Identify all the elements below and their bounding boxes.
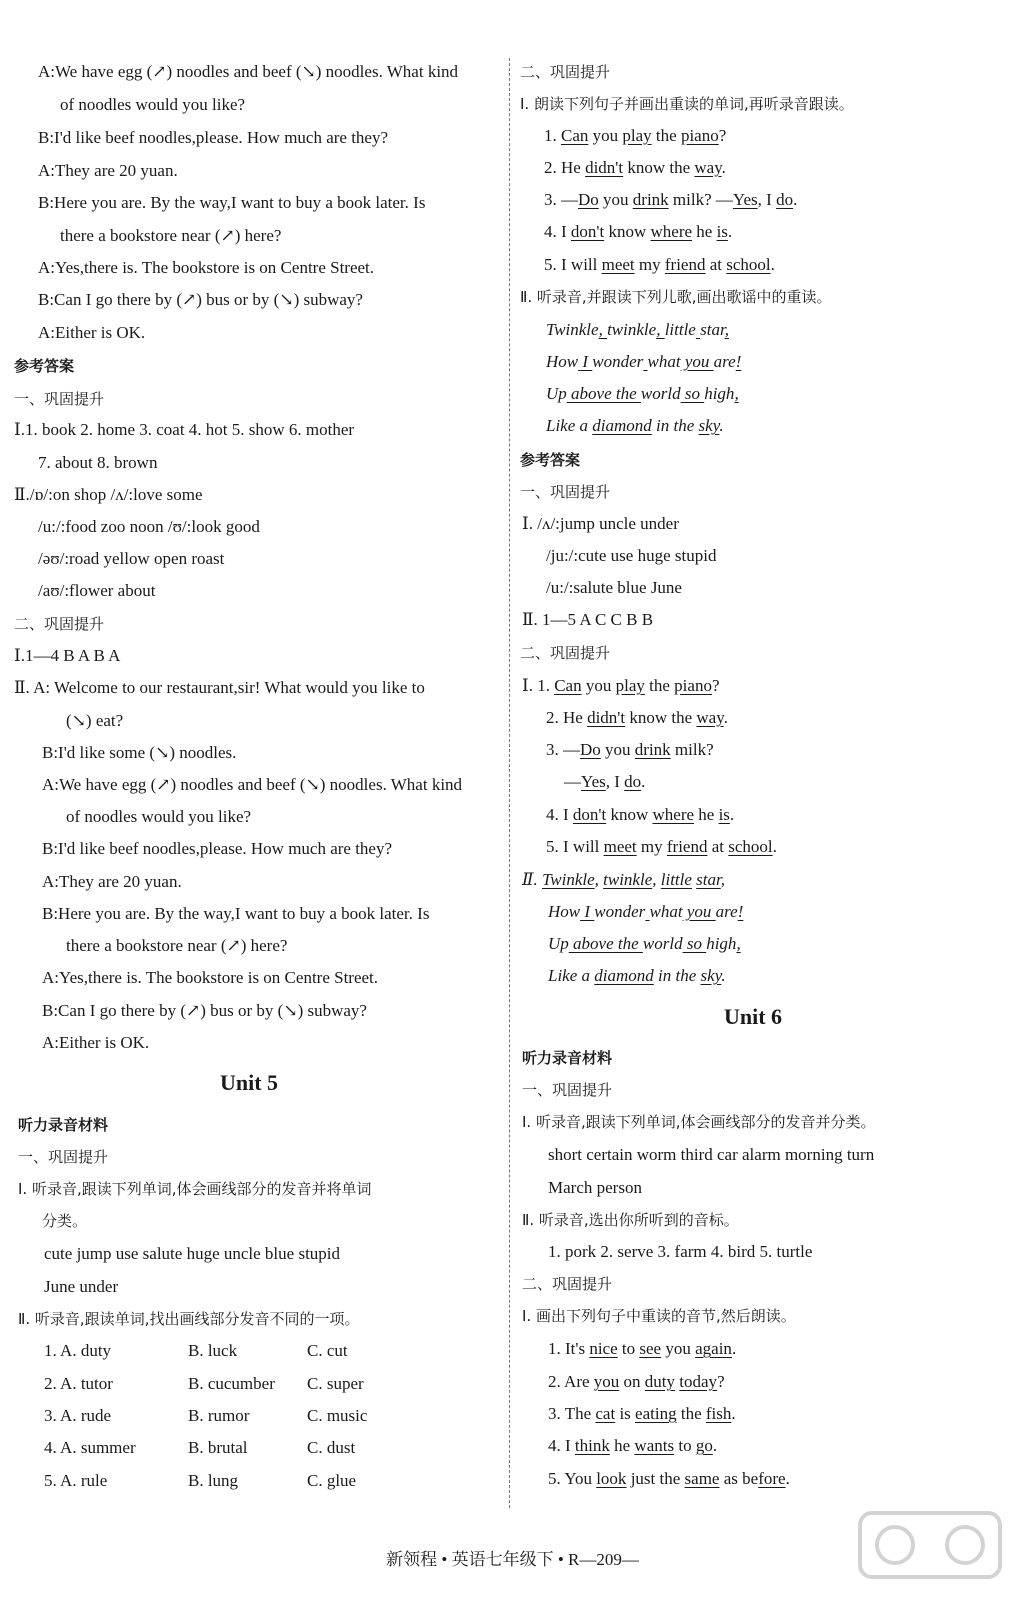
- answer-line: Ⅱ. 1—5 A C C B B: [522, 610, 654, 629]
- stressed-word: !: [737, 902, 744, 921]
- section-heading: 一、巩固提升: [18, 1148, 109, 1166]
- sentence-text: Up: [548, 934, 569, 953]
- stressed-word: ,: [734, 384, 739, 403]
- sentence-text: .: [719, 416, 724, 435]
- sentence-text: .: [772, 837, 777, 856]
- stressed-word: little: [660, 870, 692, 889]
- rhyme-line: [548, 934, 741, 954]
- sentence-text: in the: [651, 416, 699, 435]
- sentence-text: Ⅱ.: [522, 870, 543, 889]
- stressed-word: you: [680, 352, 714, 371]
- sentence-text: world: [642, 934, 683, 953]
- stressed-word: so: [680, 384, 705, 403]
- sentence-text: Like a: [548, 966, 595, 985]
- stressed-word: school: [728, 837, 773, 856]
- dialogue-line: A:Either is OK.: [38, 323, 146, 342]
- instruction: Ⅱ. 听录音,跟读单词,找出画线部分发音不同的一项。: [18, 1310, 360, 1328]
- stressed-word: school: [726, 255, 771, 274]
- stressed-word: ,: [724, 320, 729, 339]
- sentence-text: ,: [594, 870, 604, 889]
- sentence-text: know the: [623, 158, 695, 177]
- stressed-word: look: [596, 1469, 627, 1488]
- sentence-text: .: [641, 772, 646, 791]
- rhyme-line: [522, 870, 725, 890]
- sentence-text: you: [588, 126, 623, 145]
- sentence-text: .: [727, 222, 733, 241]
- instruction: Ⅱ. 听录音,并跟读下列儿歌,画出歌谣中的重读。: [520, 288, 832, 306]
- sentence-text: 2. Are: [548, 1372, 594, 1391]
- sentence: [548, 1436, 717, 1456]
- sentence-text: 3. —: [546, 740, 580, 759]
- stressed-word: Do: [578, 190, 599, 209]
- dialogue-line: B:Can I go there by (↗) bus or by (↘) subway?: [42, 1001, 367, 1020]
- choice-option: B. lung: [188, 1471, 239, 1490]
- sentence: [522, 676, 720, 696]
- section-heading: 一、巩固提升: [14, 390, 105, 408]
- choice-option: B. brutal: [188, 1438, 248, 1457]
- answer-line: /u:/:salute blue June: [546, 578, 682, 597]
- dialogue-line: of noodles would you like?: [60, 95, 246, 114]
- sentence-text: the: [651, 126, 681, 145]
- sentence-text: at: [707, 837, 729, 856]
- stressed-word: way: [696, 708, 724, 727]
- section-heading: 二、巩固提升: [520, 63, 611, 81]
- sentence: [546, 708, 728, 728]
- choice-option: C. dust: [307, 1438, 356, 1457]
- choice-option: C. cut: [307, 1341, 348, 1360]
- sentence: [548, 1339, 736, 1359]
- sentence-text: wonder: [592, 352, 644, 371]
- sentence: [544, 222, 732, 242]
- choice-option: 5. A. rule: [44, 1471, 108, 1490]
- stressed-word: where: [652, 805, 695, 824]
- sentence: [548, 1372, 725, 1392]
- stressed-word: diamond: [594, 966, 654, 985]
- stressed-word: ,: [656, 320, 665, 339]
- stressed-word: drink: [634, 740, 671, 759]
- stressed-word: don't: [572, 805, 607, 824]
- answer-line: /aʊ/:flower about: [38, 581, 156, 600]
- stressed-word: meet: [601, 255, 635, 274]
- sentence-text: .: [731, 1339, 737, 1358]
- stressed-word: eating: [635, 1404, 677, 1423]
- stressed-word: drink: [632, 190, 669, 209]
- stressed-word: wants: [634, 1436, 675, 1455]
- dialogue-line: there a bookstore near (↗) here?: [66, 936, 288, 955]
- sentence-text: little: [664, 320, 696, 339]
- sentence-text: 3. —: [544, 190, 578, 209]
- sentence-text: 1.: [544, 126, 561, 145]
- sentence-text: 4. I: [544, 222, 571, 241]
- dialogue-line: B:I'd like beef noodles,please. How much are they?: [38, 128, 389, 147]
- sentence-text: you: [661, 1339, 696, 1358]
- choice-option: 2. A. tutor: [44, 1374, 113, 1393]
- answer-line: /əʊ/:road yellow open roast: [38, 549, 225, 568]
- stressed-word: above the: [568, 934, 643, 953]
- stressed-word: go: [695, 1436, 713, 1455]
- instruction: 分类。: [42, 1212, 88, 1230]
- sentence-text: Like a: [546, 416, 593, 435]
- rhyme-line: [546, 320, 729, 340]
- sentence-text: you: [598, 190, 633, 209]
- stressed-word: piano: [680, 126, 719, 145]
- sentence-text: Ⅰ. 1.: [522, 676, 555, 695]
- stressed-word: play: [622, 126, 652, 145]
- section-heading: 二、巩固提升: [520, 644, 611, 662]
- choice-option: B. rumor: [188, 1406, 250, 1425]
- stressed-word: Yes: [732, 190, 758, 209]
- stressed-word: play: [615, 676, 645, 695]
- sentence-text: on: [619, 1372, 645, 1391]
- sentence-text: How: [546, 352, 579, 371]
- sentence-text: ?: [711, 676, 720, 695]
- sentence-text: know: [606, 805, 653, 824]
- dialogue-line: B:Can I go there by (↗) bus or by (↘) subway?: [38, 290, 363, 309]
- answer-line: Ⅰ. /ʌ/:jump uncle under: [522, 514, 679, 533]
- answer-line: 1. pork 2. serve 3. farm 4. bird 5. turtle: [548, 1242, 813, 1261]
- sentence-text: he: [692, 222, 717, 241]
- stressed-word: don't: [570, 222, 605, 241]
- dialogue-line: of noodles would you like?: [66, 807, 252, 826]
- stressed-word: again: [695, 1339, 732, 1358]
- word-list: cute jump use salute huge uncle blue stupid: [44, 1244, 341, 1263]
- sentence-text: .: [721, 966, 726, 985]
- sentence-text: 4. I: [548, 1436, 575, 1455]
- stressed-word: see: [639, 1339, 662, 1358]
- sentence: [544, 255, 775, 275]
- sentence-text: the: [676, 1404, 706, 1423]
- instruction: Ⅰ. 听录音,跟读下列单词,体会画线部分的发音并分类。: [522, 1113, 876, 1131]
- instruction: Ⅰ. 朗读下列句子并画出重读的单词,再听录音跟读。: [520, 95, 854, 113]
- rhyme-line: [546, 352, 741, 372]
- stressed-word: star: [696, 870, 721, 889]
- dialogue-line: there a bookstore near (↗) here?: [60, 226, 282, 245]
- choice-option: B. cucumber: [188, 1374, 275, 1393]
- section-heading: 一、巩固提升: [522, 1081, 613, 1099]
- sentence-text: to: [674, 1436, 696, 1455]
- word-list: June under: [44, 1277, 119, 1296]
- sentence-text: 1. It's: [548, 1339, 590, 1358]
- choice-option: C. music: [307, 1406, 368, 1425]
- sentence-text: 5. I will: [544, 255, 602, 274]
- answer-heading: 参考答案: [14, 357, 75, 375]
- rhyme-line: [548, 966, 726, 986]
- page-footer: 新领程 • 英语七年级下 • R—209—: [386, 1550, 639, 1569]
- sentence-text: milk? —: [668, 190, 733, 209]
- choice-option: 3. A. rude: [44, 1406, 112, 1425]
- sentence-text: ?: [718, 126, 727, 145]
- sentence-text: ,: [652, 870, 661, 889]
- answer-line: Ⅰ.1. book 2. home 3. coat 4. hot 5. show 6. mother: [14, 420, 355, 439]
- stressed-word: duty: [644, 1372, 676, 1391]
- sentence-text: at: [705, 255, 727, 274]
- sentence-text: just the: [626, 1469, 685, 1488]
- answer-line: /ju:/:cute use huge stupid: [546, 546, 717, 565]
- sentence-text: my: [634, 255, 665, 274]
- sentence-text: 5. I will: [546, 837, 604, 856]
- section-heading: 一、巩固提升: [520, 483, 611, 501]
- sentence: [544, 126, 726, 146]
- sentence-text: know: [604, 222, 651, 241]
- dialogue-line: A:They are 20 yuan.: [42, 872, 182, 891]
- stressed-word: is: [718, 805, 730, 824]
- sentence-text: you: [581, 676, 616, 695]
- listening-heading: 听力录音材料: [522, 1049, 613, 1067]
- sentence-text: Twinkle: [546, 320, 599, 339]
- dialogue-line: A:We have egg (↗) noodles and beef (↘) noodles. What kind: [42, 775, 463, 794]
- stressed-word: Do: [580, 740, 601, 759]
- dialogue-line: B:I'd like some (↘) noodles.: [42, 743, 237, 762]
- stressed-word: is: [716, 222, 728, 241]
- sentence: [546, 805, 734, 825]
- word-list: short certain worm third car alarm morning turn: [548, 1145, 875, 1164]
- sentence-text: are: [715, 902, 738, 921]
- sentence-text: the: [644, 676, 675, 695]
- stressed-word: sky: [700, 966, 722, 985]
- dialogue-line: A:We have egg (↗) noodles and beef (↘) noodles. What kind: [38, 62, 459, 81]
- sentence-text: .: [785, 1469, 790, 1488]
- sentence-text: is: [615, 1404, 636, 1423]
- sentence: [544, 158, 726, 178]
- sentence-text: 4. I: [546, 805, 573, 824]
- sentence-text: 2. He: [544, 158, 586, 177]
- sentence-text: he: [694, 805, 719, 824]
- sentence: [544, 190, 797, 210]
- answer-line: 7. about 8. brown: [38, 453, 158, 472]
- column-divider: [509, 58, 511, 1508]
- stressed-word: do: [776, 190, 794, 209]
- dialogue-line: B:Here you are. By the way,I want to buy a book later. Is: [42, 904, 430, 923]
- sentence-text: How: [548, 902, 581, 921]
- sentence-text: wonder: [594, 902, 646, 921]
- sentence-text: .: [712, 1436, 718, 1455]
- sentence-text: world: [640, 384, 681, 403]
- sentence-text: high: [706, 934, 737, 953]
- stressed-word: think: [574, 1436, 610, 1455]
- sentence-text: 3. The: [548, 1404, 596, 1423]
- stressed-word: Twinkle: [542, 870, 595, 889]
- sentence-text: 5. You: [548, 1469, 597, 1488]
- stressed-word: cat: [595, 1404, 616, 1423]
- dialogue-line: B:I'd like beef noodles,please. How much are they?: [42, 839, 393, 858]
- answer-heading: 参考答案: [520, 451, 581, 469]
- sentence-text: —: [564, 772, 581, 791]
- sentence-text: ?: [717, 1372, 725, 1391]
- stressed-word: meet: [603, 837, 637, 856]
- sentence-text: my: [636, 837, 667, 856]
- stressed-word: Can: [554, 676, 582, 695]
- section-heading: 二、巩固提升: [14, 615, 105, 633]
- stressed-word: where: [650, 222, 693, 241]
- rhyme-line: [546, 416, 724, 436]
- sentence: [546, 837, 777, 857]
- sentence-text: you: [600, 740, 635, 759]
- stressed-word: way: [694, 158, 722, 177]
- stressed-word: above the: [566, 384, 641, 403]
- sentence-text: to: [617, 1339, 640, 1358]
- sentence-text: are: [713, 352, 736, 371]
- choice-option: B. luck: [188, 1341, 238, 1360]
- sentence: [548, 1404, 736, 1424]
- sentence-text: .: [731, 1404, 736, 1423]
- sentence-text: , I: [605, 772, 625, 791]
- answer-line: Ⅱ./ɒ/:on shop /ʌ/:love some: [14, 485, 203, 504]
- stressed-word: Yes: [581, 772, 606, 791]
- word-list: March person: [548, 1178, 642, 1197]
- stressed-word: sky: [698, 416, 720, 435]
- dialogue-line: Ⅱ. A: Welcome to our restaurant,sir! What would you like to: [14, 678, 425, 697]
- answer-line: Ⅰ.1—4 B A B A: [14, 646, 121, 665]
- dialogue-line: A:They are 20 yuan.: [38, 161, 178, 180]
- sentence-text: 2. He: [546, 708, 588, 727]
- stressed-word: same: [684, 1469, 720, 1488]
- sentence: [546, 740, 714, 760]
- instruction: Ⅰ. 听录音,跟读下列单词,体会画线部分的发音并将单词: [18, 1180, 372, 1198]
- stressed-word: you: [682, 902, 716, 921]
- stressed-word: didn't: [587, 708, 626, 727]
- stressed-word: nice: [589, 1339, 618, 1358]
- stressed-word: didn't: [585, 158, 624, 177]
- sentence-text: high: [704, 384, 735, 403]
- dialogue-line: A:Yes,there is. The bookstore is on Centre Street.: [42, 968, 379, 987]
- stressed-word: I: [580, 902, 595, 921]
- choice-option: C. super: [307, 1374, 364, 1393]
- stressed-word: twinkle: [603, 870, 653, 889]
- answer-line: /u:/:food zoo noon /ʊ/:look good: [38, 517, 260, 536]
- instruction: Ⅱ. 听录音,选出你所听到的音标。: [522, 1211, 739, 1229]
- stressed-word: so: [682, 934, 707, 953]
- dialogue-line: A:Yes,there is. The bookstore is on Centre Street.: [38, 258, 375, 277]
- sentence-text: as be: [719, 1469, 759, 1488]
- stressed-word: today: [679, 1372, 718, 1391]
- sentence: [564, 772, 645, 792]
- sentence-text: star: [700, 320, 725, 339]
- unit-title: Unit 6: [724, 1004, 783, 1029]
- stressed-word: ,: [598, 320, 608, 339]
- rhyme-line: [548, 902, 743, 922]
- choice-option: 1. A. duty: [44, 1341, 112, 1360]
- sentence-text: Up: [546, 384, 567, 403]
- stressed-word: do: [624, 772, 642, 791]
- sentence-text: .: [793, 190, 798, 209]
- instruction: Ⅰ. 画出下列句子中重读的音节,然后朗读。: [522, 1307, 796, 1325]
- sentence-text: he: [609, 1436, 635, 1455]
- dialogue-line: (↘) eat?: [66, 711, 124, 730]
- stressed-word: I: [578, 352, 593, 371]
- stressed-word: friend: [666, 837, 708, 856]
- sentence-text: .: [723, 708, 728, 727]
- rhyme-line: [546, 384, 739, 404]
- stressed-word: fish: [705, 1404, 732, 1423]
- sentence-text: know the: [625, 708, 697, 727]
- sentence-text: twinkle: [607, 320, 657, 339]
- listening-heading: 听力录音材料: [18, 1116, 109, 1134]
- sentence-text: .: [729, 805, 735, 824]
- unit-title: Unit 5: [220, 1070, 279, 1095]
- choice-option: 4. A. summer: [44, 1438, 136, 1457]
- dialogue-line: B:Here you are. By the way,I want to buy a book later. Is: [38, 193, 426, 212]
- choice-option: C. glue: [307, 1471, 357, 1490]
- stressed-word: friend: [664, 255, 706, 274]
- stressed-word: !: [735, 352, 742, 371]
- sentence-text: ,: [720, 870, 725, 889]
- stressed-word: piano: [674, 676, 712, 695]
- sentence-text: what: [649, 902, 683, 921]
- sentence-text: , I: [757, 190, 777, 209]
- sentence-text: what: [647, 352, 681, 371]
- stressed-word: fore: [758, 1469, 786, 1488]
- sentence-text: .: [721, 158, 726, 177]
- sentence-text: .: [770, 255, 775, 274]
- section-heading: 二、巩固提升: [522, 1275, 613, 1293]
- sentence-text: in the: [653, 966, 701, 985]
- stressed-word: you: [593, 1372, 620, 1391]
- sentence: [548, 1469, 790, 1489]
- stressed-word: ,: [736, 934, 741, 953]
- stressed-word: diamond: [592, 416, 652, 435]
- stressed-word: Can: [561, 126, 589, 145]
- sentence-text: milk?: [670, 740, 714, 759]
- dialogue-line: A:Either is OK.: [42, 1033, 150, 1052]
